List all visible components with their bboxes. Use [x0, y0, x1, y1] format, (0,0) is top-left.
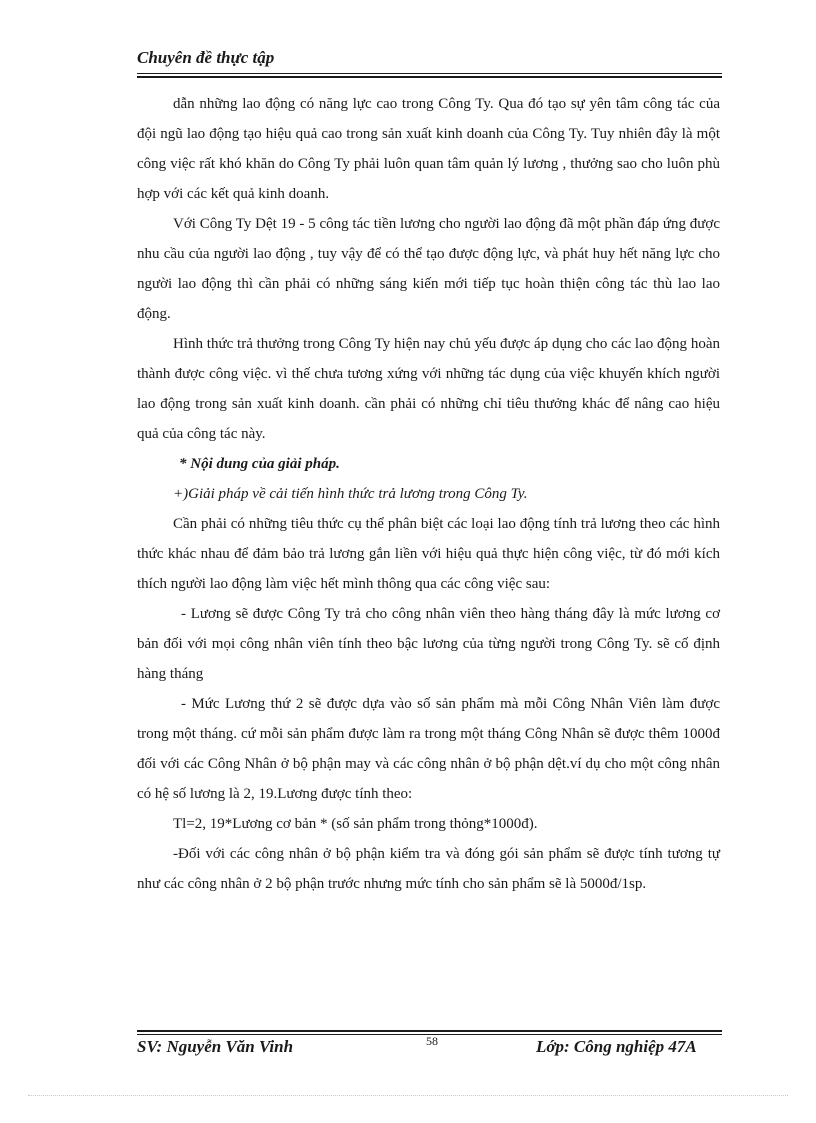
paragraph-bonus-form: Hình thức trả thưởng trong Công Ty hiện nay chủ yếu được áp dụng cho các lao động hoàn thành được công việc. vì thế chưa tương xứng với những tác dụng của việc khuyến khích người lao động trong sản xuất kinh doanh. cần phải có những chỉ tiêu thưởng khác để nâng cao hiệu quả của công tác này. [137, 336, 720, 442]
page-bottom-dotted-line [28, 1095, 788, 1096]
paragraph-base-salary: - Lương sẽ được Công Ty trả cho công nhân viên theo hàng tháng đây là mức lương cơ bản đối với mọi công nhân viên tính theo bậc lương của từng người trong Công Ty. sẽ cố định hàng tháng [137, 606, 720, 682]
paragraph-continued: dẫn những lao động có năng lực cao trong Công Ty. Qua đó tạo sự yên tâm công tác của đội ngũ lao động tạo hiệu quả cao trong sản xuất kinh doanh của Công Ty. Tuy nhiên đây là một công việc rất khó khăn do Công Ty phải luôn quan tâm quản lý lương , thưởng sao cho luôn phù hợp với các kết quả kinh doanh. [137, 96, 720, 202]
paragraph-second-salary: - Mức Lương thứ 2 sẽ được dựa vào số sản phẩm mà mỗi Công Nhân Viên làm được trong một tháng. cứ mỗi sản phẩm được làm ra trong một tháng Công Nhân sẽ được thêm 1000đ đối với các Công Nhân ở bộ phận may và các công nhân ở bộ phận dệt.ví dụ cho một công nhân có hệ số lương là 2, 19.Lương được tính theo: [137, 696, 720, 802]
header-rule-thin [137, 73, 722, 74]
footer-class-name: Lớp: Công nghiệp 47A [536, 1037, 697, 1056]
footer-student-name: SV: Nguyễn Văn Vinh [137, 1037, 294, 1056]
page-number: 58 [426, 1034, 438, 1048]
paragraph-formula: Tl=2, 19*Lương cơ bản * (số sản phẩm trong thỏng*1000đ). [173, 816, 538, 832]
paragraph-company-wages: Với Công Ty Dệt 19 - 5 công tác tiền lương cho người lao động đã một phần đáp ứng được nhu cầu của người lao động , tuy vậy để có thể tạo được động lực, và phát huy hết năng lực cho người lao động thì cần phải có những sáng kiến mới tiếp tục hoàn thiện công tác thù lao lao động. [137, 216, 720, 322]
header-rule-thick [137, 76, 722, 78]
body-text [137, 89, 720, 899]
paragraph-inspection-staff: -Đối với các công nhân ở bộ phận kiểm tra và đóng gói sản phẩm sẽ được tính tương tự như các công nhân ở 2 bộ phận trước nhưng mức tính cho sản phẩm sẽ là 5000đ/1sp. [137, 846, 720, 892]
paragraph-criteria: Cần phải có những tiêu thức cụ thể phân biệt các loại lao động tính trả lương theo các hình thức khác nhau để đảm bảo trả lương gắn liền với hiệu quả thực hiện công việc, từ đó mới kích thích người lao động làm việc hết mình thông qua các công việc sau: [137, 516, 720, 592]
heading-solution-content: * Nội dung của giải pháp. [179, 456, 340, 472]
heading-wage-improvement: +)Giải pháp về cải tiến hình thức trả lương trong Công Ty. [173, 486, 528, 502]
header-title: Chuyên đề thực tập [137, 48, 275, 67]
footer-rule-thick [137, 1030, 722, 1032]
